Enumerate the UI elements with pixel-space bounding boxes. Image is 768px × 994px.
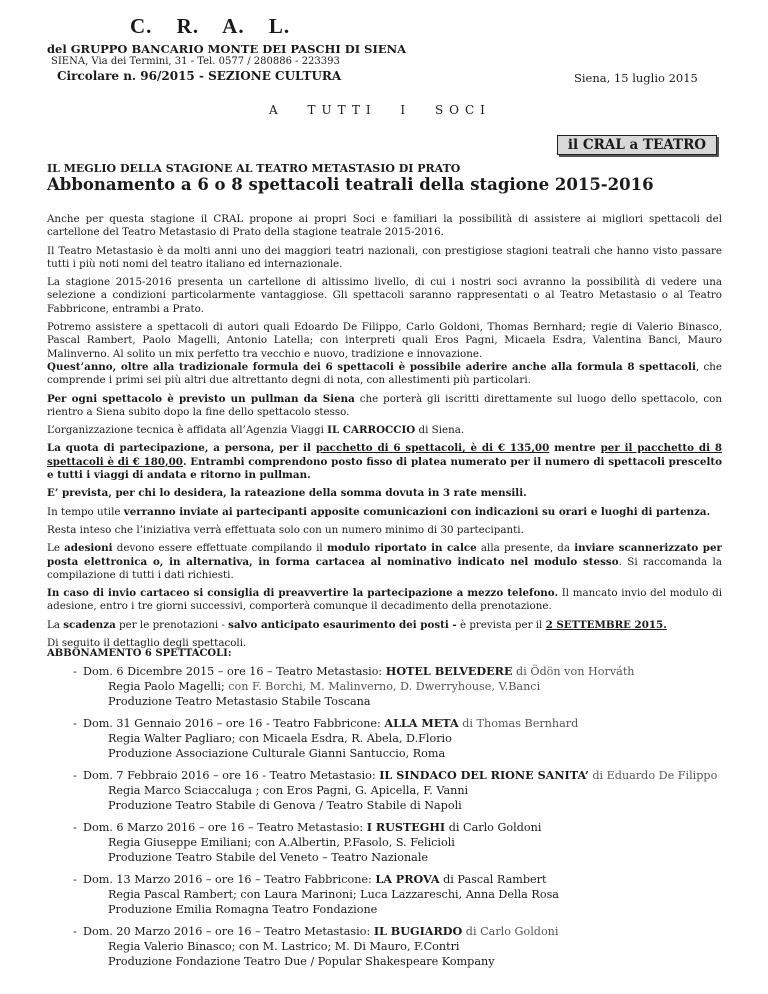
document-date: Siena, 15 luglio 2015 <box>574 71 698 85</box>
paragraph: L’organizzazione tecnica è affidata all’Agenzia Viaggi IL CARROCCIO di Siena. <box>47 424 465 437</box>
paragraph: Resta inteso che l’iniziativa verrà effettuata solo con un numero minimo di 30 partecipanti. <box>47 523 524 536</box>
paragraph: E’ prevista, per chi lo desidera, la rateazione della somma dovuta in 3 rate mensili. <box>47 487 527 500</box>
paragraph: Di seguito il dettaglio degli spettacoli. <box>47 637 247 650</box>
cral-teatro-badge: il CRAL a TEATRO <box>557 135 717 155</box>
subscription-heading: ABBONAMENTO 6 SPETTACOLI: <box>47 648 232 659</box>
list-item: - Dom. 20 Marzo 2016 – ore 16 – Teatro Metastasio: IL BUGIARDO di Carlo Goldoni Regia Valerio Binasco; con M. Lastrico; M. Di Mauro, F.Contri Produzione Fondazione Teatro Due / Popular Shakespeare Kompany <box>73 924 733 969</box>
paragraph: Potremo assistere a spettacoli di autori quali Edoardo De Filippo, Carlo Goldoni, Thomas Bernhard; regie di Valerio Binasco, Pascal Rambert, Paolo Magelli, Antonio Latella; con interpreti quali Eros Pagni, Micaela Esdra, Valentina Banci, Mauro Malinverno. Al solito un mix perfetto tra vecchio e nuovo, tradizione e innovazione. <box>47 321 722 360</box>
circular-number: Circolare n. 96/2015 - SEZIONE CULTURA <box>57 69 342 83</box>
paragraph: La scadenza per le prenotazioni - salvo anticipato esaurimento dei posti - è prevista per il 2 SETTEMBRE 2015. <box>47 618 667 631</box>
organization-group: del GRUPPO BANCARIO MONTE DEI PASCHI DI SIENA <box>47 42 407 56</box>
list-item: - Dom. 6 Dicembre 2015 – ore 16 – Teatro Metastasio: HOTEL BELVEDERE di Ödön von Horváth Regia Paolo Magelli; con F. Borchi, M. Malinverno, D. Dwerryhouse, V.Banci Produzione Teatro Metastasio Stabile Toscana <box>73 664 733 709</box>
list-item: - Dom. 13 Marzo 2016 – ore 16 – Teatro Fabbricone: LA PROVA di Pascal Rambert Regia Pascal Rambert; con Laura Marinoni; Luca Lazzareschi, Anna Della Rosa Produzione Emilia Romagna Teatro Fondazione <box>73 872 733 917</box>
list-item: - Dom. 6 Marzo 2016 – ore 16 – Teatro Metastasio: I RUSTEGHI di Carlo Goldoni Regia Giuseppe Emiliani; con A.Albertin, P.Fasolo, S. Felicioli Produzione Teatro Stabile del Veneto – Teatro Nazionale <box>73 820 733 865</box>
organization-title: C. R. A. L. <box>130 14 291 38</box>
paragraph: La stagione 2015-2016 presenta un cartellone di altissimo livello, di cui i nostri soci avranno la possibilità di vedere una selezione a condizioni particolarmente vantaggiose. Gli spettacoli saranno rappresentati o al Teatro Metastasio o al Teatro Fabbricone, entrambi a Prato. <box>47 276 722 315</box>
body-text <box>47 213 722 655</box>
paragraph: Anche per questa stagione il CRAL propone ai propri Soci e familiari la possibilità di assistere ai migliori spettacoli del cartellone del Teatro Metastasio di Prato della stagione teatrale 2015-2016. <box>47 213 722 239</box>
recipients-line: A TUTTI I SOCI <box>269 103 491 117</box>
paragraph: La quota di partecipazione, a persona, per il pacchetto di 6 spettacoli, è di € 135,00 mentre per il pacchetto di 8 spettacoli è di € 180,00. Entrambi comprendono posto fisso di platea numerato per il numero di spettacoli prescelto e tutti i viaggi di andata e ritorno in pullman. <box>47 442 722 482</box>
list-item: - Dom. 31 Gennaio 2016 – ore 16 - Teatro Fabbricone: ALLA META di Thomas Bernhard Regia Walter Pagliaro; con Micaela Esdra, R. Abela, D.Florio Produzione Associazione Culturale Gianni Santuccio, Roma <box>73 716 733 761</box>
organization-address: SIENA, Via dei Termini, 31 - Tel. 0577 / 280886 - 223393 <box>51 56 340 67</box>
paragraph: In caso di invio cartaceo si consiglia di preavvertire la partecipazione a mezzo telefono. Il mancato invio del modulo di adesione, entro i tre giorni successivi, comporterà comunque il decadimento della prenotazione. <box>47 587 722 613</box>
section-subheading: IL MEGLIO DELLA STAGIONE AL TEATRO METASTASIO DI PRATO <box>47 162 461 175</box>
paragraph: Il Teatro Metastasio è da molti anni uno dei maggiori teatri nazionali, con prestigiose stagioni teatrali che hanno visto passare tutti i più noti nomi del teatro italiano ed internazionale. <box>47 244 722 270</box>
list-item: - Dom. 7 Febbraio 2016 – ore 16 - Teatro Metastasio: IL SINDACO DEL RIONE SANITA’ di Eduardo De Filippo Regia Marco Sciaccaluga ; con Eros Pagni, G. Apicella, F. Vanni Produzione Teatro Stabile di Genova / Teatro Stabile di Napoli <box>73 768 733 813</box>
paragraph: Quest’anno, oltre alla tradizionale formula dei 6 spettacoli è possibile aderire anche alla formula 8 spettacoli, che comprende i primi sei più altri due altrettanto degni di nota, con allestimenti più particolari. <box>47 360 722 387</box>
document-title: Abbonamento a 6 o 8 spettacoli teatrali della stagione 2015-2016 <box>47 175 654 194</box>
paragraph: Le adesioni devono essere effettuate compilando il modulo riportato in calce alla presente, da inviare scannerizzato per posta elettronica o, in alternativa, in forma cartacea al nominativo indicato nel modulo stesso. Si raccomanda la compilazione di tutti i dati richiesti. <box>47 542 722 581</box>
paragraph: In tempo utile verranno inviate ai partecipanti apposite comunicazioni con indicazioni su orari e luoghi di partenza. <box>47 505 711 518</box>
paragraph: Per ogni spettacolo è previsto un pullman da Siena che porterà gli iscritti direttamente sul luogo dello spettacolo, con rientro a Siena subito dopo la fine dello spettacolo stesso. <box>47 392 722 418</box>
event-list <box>73 664 733 976</box>
